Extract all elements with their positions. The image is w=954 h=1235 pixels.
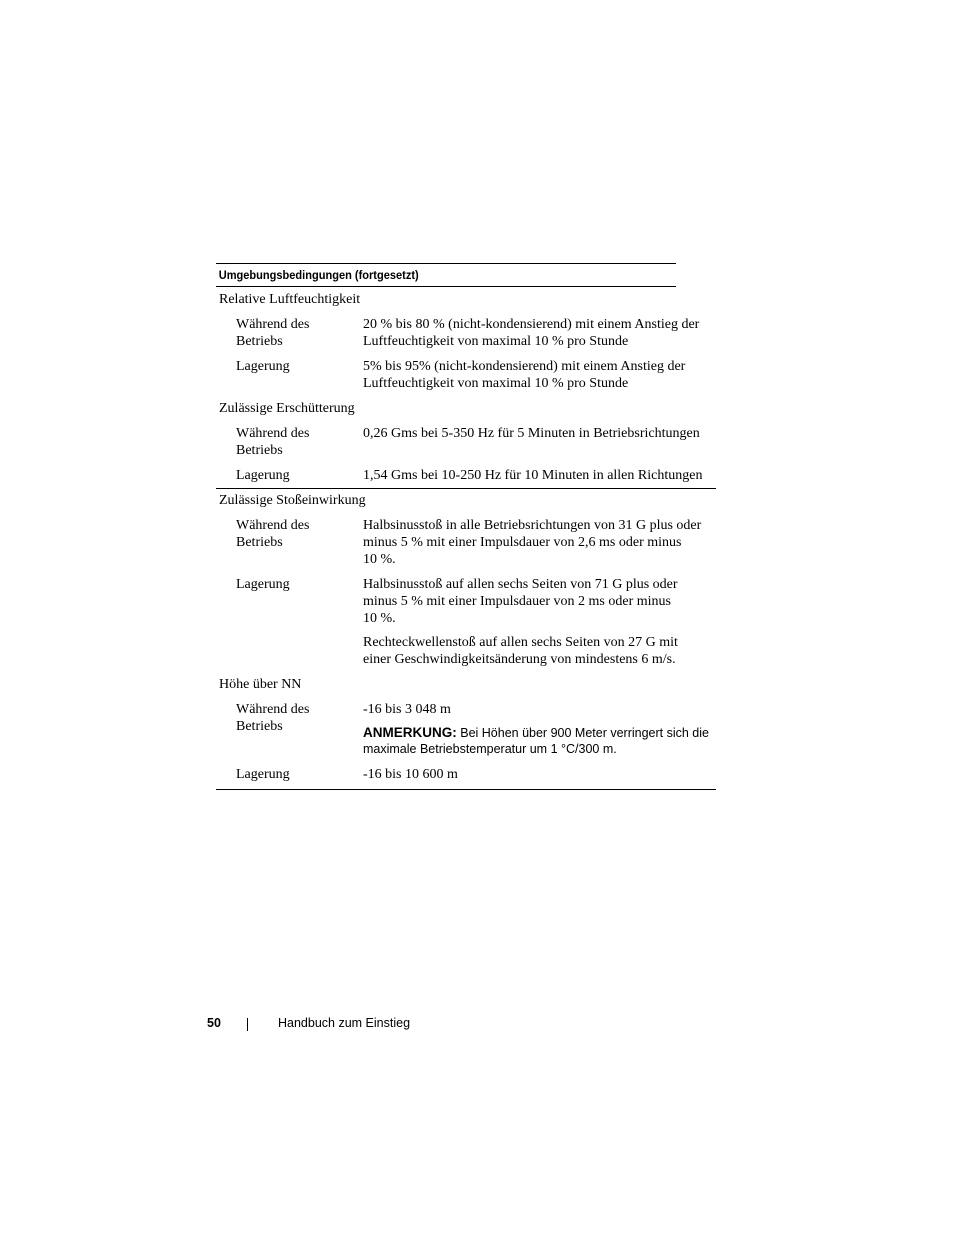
- note-label: ANMERKUNG:: [363, 725, 457, 740]
- row-label: Lagerung: [236, 767, 290, 782]
- row-value-secondary: einer Geschwindigkeitsänderung von mindestens 6 m/s.: [363, 652, 676, 667]
- altitude-note-continued: maximale Betriebstemperatur um 1 °C/300 m.: [363, 742, 617, 756]
- row-value: 5% bis 95% (nicht-kondensierend) mit einem Anstieg der: [363, 359, 686, 374]
- row-label: Betriebs: [236, 535, 283, 550]
- environment-spec-table: [216, 263, 716, 782]
- row-value: Luftfeuchtigkeit von maximal 10 % pro Stunde: [363, 376, 629, 391]
- category-vibration: Zulässige Erschütterung: [219, 401, 355, 416]
- footer-title: Handbuch zum Einstieg: [278, 1016, 411, 1030]
- row-label: Lagerung: [236, 468, 290, 483]
- row-value: 0,26 Gms bei 5-350 Hz für 5 Minuten in Betriebsrichtungen: [363, 426, 700, 441]
- table-bottom-rule: [216, 789, 716, 790]
- row-label: Betriebs: [236, 719, 283, 734]
- note-text: Bei Höhen über 900 Meter verringert sich die: [460, 726, 709, 740]
- category-shock: Zulässige Stoßeinwirkung: [219, 493, 366, 508]
- row-value: Halbsinusstoß auf allen sechs Seiten von 71 G plus oder: [363, 577, 678, 592]
- row-value: 10 %.: [363, 611, 396, 626]
- row-value: 10 %.: [363, 552, 396, 567]
- row-value: 1,54 Gms bei 10-250 Hz für 10 Minuten in allen Richtungen: [363, 468, 703, 483]
- section-divider: [216, 488, 716, 489]
- row-value-secondary: Rechteckwellenstoß auf allen sechs Seiten von 27 G mit: [363, 635, 678, 650]
- footer-separator: [247, 1018, 248, 1031]
- category-relative-humidity: Relative Luftfeuchtigkeit: [219, 292, 361, 307]
- row-label: Während des: [236, 518, 310, 533]
- row-label: Betriebs: [236, 443, 283, 458]
- row-label: Während des: [236, 426, 310, 441]
- row-value: -16 bis 10 600 m: [363, 767, 458, 782]
- row-value: minus 5 % mit einer Impulsdauer von 2,6 ms oder minus: [363, 535, 682, 550]
- row-label: Lagerung: [236, 577, 290, 592]
- row-value: -16 bis 3 048 m: [363, 702, 451, 717]
- row-label: Während des: [236, 702, 310, 717]
- row-value: Luftfeuchtigkeit von maximal 10 % pro Stunde: [363, 334, 629, 349]
- row-label: Während des: [236, 317, 310, 332]
- category-altitude: Höhe über NN: [219, 677, 302, 692]
- row-value: Halbsinusstoß in alle Betriebsrichtungen von 31 G plus oder: [363, 518, 702, 533]
- row-value: minus 5 % mit einer Impulsdauer von 2 ms oder minus: [363, 594, 671, 609]
- table-header: Umgebungsbedingungen (fortgesetzt): [216, 263, 676, 287]
- altitude-note: [363, 724, 723, 742]
- row-value: 20 % bis 80 % (nicht-kondensierend) mit einem Anstieg der: [363, 317, 700, 332]
- row-label: Betriebs: [236, 334, 283, 349]
- page-number: 50: [207, 1016, 221, 1030]
- row-label: Lagerung: [236, 359, 290, 374]
